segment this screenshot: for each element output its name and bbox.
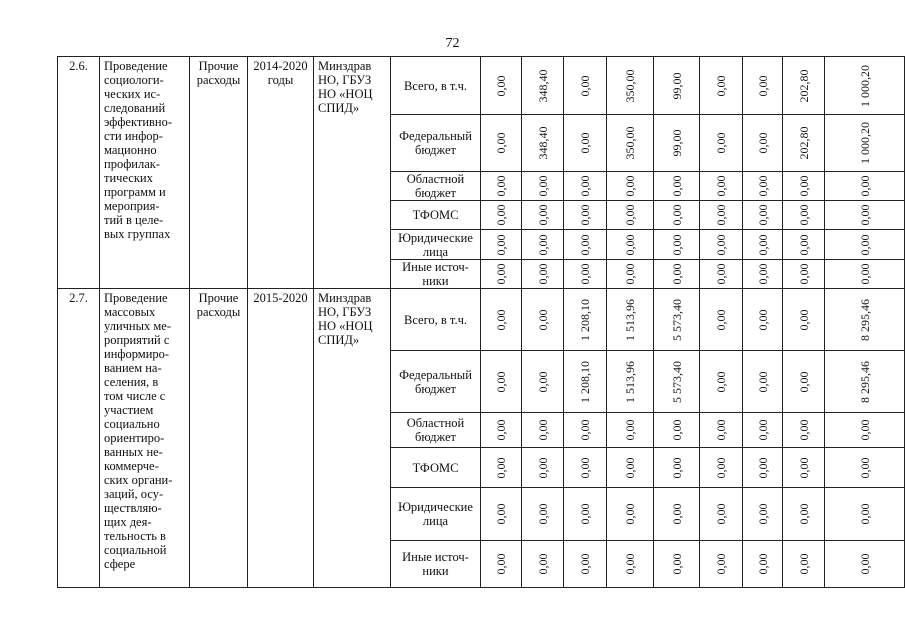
value-text: 0,00 — [578, 503, 592, 525]
value-text: 0,00 — [755, 419, 770, 441]
value-cell — [783, 448, 825, 488]
value-cell — [783, 541, 825, 588]
value-cell — [783, 201, 825, 230]
table-row — [58, 289, 905, 351]
funding-source-label: ТФОМС — [412, 208, 459, 222]
value-cell — [825, 230, 905, 260]
value-text: 0,00 — [755, 457, 770, 478]
value-text: 348,40 — [535, 126, 550, 160]
value-cell — [700, 230, 743, 260]
value-text: 0,00 — [578, 132, 592, 154]
funding-source-label: Всего, в т.ч. — [404, 78, 467, 93]
value-text: 0,00 — [714, 553, 728, 575]
value-text: 1 513,96 — [623, 298, 637, 341]
value-cell — [743, 230, 783, 260]
value-text: 0,00 — [796, 234, 811, 255]
value-text: 0,00 — [623, 204, 637, 226]
value-text: 0,00 — [623, 503, 637, 525]
value-cell — [481, 172, 522, 201]
value-cell — [564, 57, 607, 115]
value-cell — [607, 541, 654, 588]
value-text: 0,00 — [669, 553, 684, 575]
value-text: 0,00 — [494, 309, 508, 330]
value-text: 1 000,20 — [857, 64, 872, 107]
value-cell — [654, 413, 700, 448]
responsible-executor: Минздрав НО, ГБУЗ НО «НОЦ СПИД» — [314, 57, 391, 289]
value-cell — [743, 260, 783, 289]
value-cell — [743, 201, 783, 230]
funding-source — [391, 172, 481, 201]
value-text: 0,00 — [578, 204, 592, 226]
value-text: 5 573,40 — [669, 360, 684, 403]
value-text: 0,00 — [714, 503, 728, 525]
value-cell — [481, 260, 522, 289]
value-text: 0,00 — [796, 503, 811, 525]
implementation-period: 2014-2020 годы — [248, 57, 314, 289]
value-cell — [564, 289, 607, 351]
item-description — [100, 57, 190, 289]
value-text: 0,00 — [755, 371, 770, 392]
value-cell — [654, 351, 700, 413]
funding-source-label: Иные источ- ники — [402, 260, 469, 288]
value-text: 0,00 — [669, 503, 684, 525]
value-cell — [481, 201, 522, 230]
value-cell — [607, 289, 654, 351]
value-cell — [825, 172, 905, 201]
value-text: 350,00 — [623, 126, 637, 160]
value-cell — [564, 413, 607, 448]
value-text: 0,00 — [623, 234, 637, 255]
value-text: 348,40 — [535, 69, 550, 102]
value-cell — [743, 115, 783, 172]
value-text: 0,00 — [669, 234, 684, 255]
value-text: 0,00 — [714, 204, 728, 226]
value-text: 0,00 — [714, 263, 728, 285]
value-text: 99,00 — [669, 129, 684, 157]
value-text: 0,00 — [494, 75, 508, 96]
funding-source-label: Юридические лица — [398, 500, 473, 528]
table-row — [58, 57, 905, 115]
value-text: 1 208,10 — [578, 360, 592, 403]
value-text: 0,00 — [714, 419, 728, 441]
funding-source — [391, 351, 481, 413]
value-cell — [783, 488, 825, 541]
value-text: 0,00 — [755, 503, 770, 525]
item-number: 2.6. — [58, 57, 100, 289]
value-text: 99,00 — [669, 72, 684, 99]
value-cell — [607, 230, 654, 260]
value-cell — [607, 413, 654, 448]
value-text: 0,00 — [857, 234, 872, 255]
funding-table — [57, 56, 905, 588]
value-text: 0,00 — [535, 457, 550, 478]
value-cell — [607, 115, 654, 172]
value-cell — [522, 230, 564, 260]
funding-source — [391, 260, 481, 289]
value-text: 0,00 — [714, 234, 728, 255]
funding-source-label: Областной бюджет — [406, 416, 465, 444]
value-cell — [654, 115, 700, 172]
value-cell — [700, 57, 743, 115]
value-cell — [825, 448, 905, 488]
value-cell — [825, 260, 905, 289]
value-text: 0,00 — [857, 175, 872, 197]
value-cell — [700, 115, 743, 172]
value-cell — [743, 289, 783, 351]
value-cell — [700, 260, 743, 289]
value-text: 0,00 — [755, 132, 770, 154]
value-text: 8 295,46 — [857, 298, 872, 341]
value-text: 0,00 — [494, 457, 508, 478]
value-cell — [481, 541, 522, 588]
value-text: 0,00 — [796, 309, 811, 330]
value-text: 0,00 — [857, 553, 872, 575]
value-text: 0,00 — [669, 419, 684, 441]
value-text: 0,00 — [623, 419, 637, 441]
value-text: 0,00 — [857, 457, 872, 478]
page-number: 72 — [445, 36, 460, 51]
funding-source-label: Иные источ- ники — [402, 550, 469, 578]
value-cell — [522, 172, 564, 201]
value-cell — [522, 413, 564, 448]
value-cell — [522, 488, 564, 541]
value-text: 0,00 — [623, 175, 637, 197]
value-text: 0,00 — [535, 263, 550, 285]
value-cell — [522, 351, 564, 413]
value-cell — [522, 541, 564, 588]
funding-source — [391, 413, 481, 448]
value-cell — [700, 201, 743, 230]
value-text: 0,00 — [714, 457, 728, 478]
value-cell — [481, 115, 522, 172]
value-text: 0,00 — [578, 419, 592, 441]
value-text: 0,00 — [494, 175, 508, 197]
value-cell — [564, 260, 607, 289]
value-cell — [743, 57, 783, 115]
value-cell — [825, 289, 905, 351]
value-text: 5 573,40 — [669, 298, 684, 341]
value-cell — [743, 488, 783, 541]
value-text: 0,00 — [494, 263, 508, 285]
value-cell — [481, 289, 522, 351]
value-cell — [481, 351, 522, 413]
value-text: 0,00 — [578, 457, 592, 478]
value-text: 0,00 — [714, 371, 728, 392]
value-cell — [825, 488, 905, 541]
value-cell — [700, 289, 743, 351]
value-cell — [607, 351, 654, 413]
value-cell — [825, 115, 905, 172]
value-cell — [564, 115, 607, 172]
value-cell — [700, 488, 743, 541]
value-text: 202,80 — [796, 69, 811, 102]
value-text: 0,00 — [857, 204, 872, 226]
value-cell — [783, 57, 825, 115]
value-cell — [700, 448, 743, 488]
value-text: 0,00 — [669, 263, 684, 285]
value-text: 0,00 — [755, 234, 770, 255]
value-text: 0,00 — [714, 132, 728, 154]
item-description-text: Проведение социологи- ческих ис- следований эффективно- сти инфор- мационно профилак- тических программ и мероприя- тий в целе- вых группах — [104, 59, 173, 241]
value-cell — [481, 230, 522, 260]
value-text: 0,00 — [535, 234, 550, 255]
value-text: 0,00 — [494, 234, 508, 255]
funding-source — [391, 488, 481, 541]
funding-source-label: Областной бюджет — [406, 172, 465, 200]
value-cell — [607, 260, 654, 289]
value-text: 0,00 — [857, 419, 872, 441]
value-cell — [700, 413, 743, 448]
responsible-executor: Минздрав НО, ГБУЗ НО «НОЦ СПИД» — [314, 289, 391, 588]
value-text: 0,00 — [796, 175, 811, 197]
value-text: 0,00 — [535, 553, 550, 575]
value-cell — [783, 289, 825, 351]
value-cell — [743, 172, 783, 201]
value-text: 0,00 — [796, 419, 811, 441]
value-cell — [700, 172, 743, 201]
value-text: 0,00 — [494, 553, 508, 575]
value-cell — [564, 172, 607, 201]
value-cell — [522, 115, 564, 172]
funding-source — [391, 230, 481, 260]
value-text: 0,00 — [755, 75, 770, 96]
value-cell — [825, 57, 905, 115]
value-cell — [564, 351, 607, 413]
value-cell — [825, 201, 905, 230]
value-text: 0,00 — [494, 419, 508, 441]
value-cell — [607, 488, 654, 541]
value-text: 0,00 — [857, 263, 872, 285]
value-cell — [522, 260, 564, 289]
value-text: 0,00 — [623, 263, 637, 285]
value-cell — [654, 230, 700, 260]
value-text: 0,00 — [755, 309, 770, 330]
value-cell — [522, 57, 564, 115]
value-text: 0,00 — [796, 204, 811, 226]
value-cell — [481, 488, 522, 541]
value-text: 0,00 — [755, 204, 770, 226]
value-cell — [743, 413, 783, 448]
item-number: 2.7. — [58, 289, 100, 588]
value-text: 1 513,96 — [623, 360, 637, 403]
item-description-text: Проведение массовых уличных ме- роприятий с информиро- ванием на- селения, в том числе с участием социально ориентиро- ванных не- коммерче- ских органи- заций, осу- ществляю- щих дея- тельность в социальной сфере — [104, 291, 173, 571]
value-text: 8 295,46 — [857, 360, 872, 403]
value-text: 0,00 — [578, 234, 592, 255]
expense-category: Прочие расходы — [190, 57, 248, 289]
funding-source — [391, 448, 481, 488]
value-text: 0,00 — [494, 132, 508, 154]
value-cell — [522, 448, 564, 488]
funding-source — [391, 201, 481, 230]
value-text: 0,00 — [535, 371, 550, 392]
value-text: 0,00 — [535, 309, 550, 330]
value-cell — [607, 201, 654, 230]
value-cell — [700, 541, 743, 588]
value-text: 0,00 — [669, 457, 684, 478]
value-cell — [654, 448, 700, 488]
value-text: 0,00 — [535, 175, 550, 197]
value-text: 0,00 — [535, 503, 550, 525]
value-cell — [825, 413, 905, 448]
value-text: 0,00 — [714, 309, 728, 330]
value-cell — [743, 448, 783, 488]
value-text: 0,00 — [494, 503, 508, 525]
value-text: 202,80 — [796, 126, 811, 160]
value-text: 0,00 — [669, 175, 684, 197]
value-text: 0,00 — [535, 204, 550, 226]
value-text: 0,00 — [535, 419, 550, 441]
implementation-period: 2015-2020 — [248, 289, 314, 588]
value-cell — [522, 201, 564, 230]
value-text: 0,00 — [857, 503, 872, 525]
funding-source-label: Юридические лица — [398, 230, 473, 259]
value-text: 0,00 — [796, 553, 811, 575]
value-text: 0,00 — [755, 263, 770, 285]
value-text: 0,00 — [796, 457, 811, 478]
value-cell — [783, 115, 825, 172]
value-text: 0,00 — [578, 263, 592, 285]
value-cell — [607, 57, 654, 115]
value-cell — [743, 351, 783, 413]
value-cell — [481, 57, 522, 115]
value-cell — [522, 289, 564, 351]
value-text: 0,00 — [714, 75, 728, 96]
value-text: 0,00 — [623, 553, 637, 575]
value-cell — [607, 172, 654, 201]
value-text: 1 000,20 — [857, 122, 872, 164]
value-cell — [481, 448, 522, 488]
value-cell — [564, 488, 607, 541]
value-text: 0,00 — [755, 175, 770, 197]
value-text: 0,00 — [578, 175, 592, 197]
funding-source — [391, 115, 481, 172]
value-text: 0,00 — [578, 75, 592, 96]
value-cell — [783, 413, 825, 448]
value-text: 0,00 — [755, 553, 770, 575]
value-cell — [825, 541, 905, 588]
value-text: 1 208,10 — [578, 298, 592, 341]
value-cell — [700, 351, 743, 413]
funding-source-label: Федеральный бюджет — [399, 367, 472, 396]
value-cell — [783, 260, 825, 289]
value-cell — [654, 172, 700, 201]
value-text: 0,00 — [623, 457, 637, 478]
value-text: 0,00 — [494, 204, 508, 226]
funding-source — [391, 541, 481, 588]
value-cell — [564, 201, 607, 230]
funding-source-label: Федеральный бюджет — [399, 129, 472, 157]
value-cell — [783, 230, 825, 260]
value-cell — [825, 351, 905, 413]
value-text: 0,00 — [796, 371, 811, 392]
value-cell — [654, 57, 700, 115]
value-cell — [783, 351, 825, 413]
value-cell — [654, 260, 700, 289]
value-cell — [607, 448, 654, 488]
funding-source-label: ТФОМС — [412, 460, 459, 475]
value-cell — [654, 201, 700, 230]
value-cell — [481, 413, 522, 448]
value-cell — [564, 230, 607, 260]
value-cell — [564, 448, 607, 488]
value-text: 350,00 — [623, 69, 637, 102]
funding-source-label: Всего, в т.ч. — [404, 312, 467, 327]
value-text: 0,00 — [714, 175, 728, 197]
funding-source — [391, 57, 481, 115]
value-cell — [564, 541, 607, 588]
value-cell — [783, 172, 825, 201]
funding-source — [391, 289, 481, 351]
value-text: 0,00 — [494, 371, 508, 392]
value-cell — [654, 541, 700, 588]
value-cell — [654, 289, 700, 351]
expense-category: Прочие расходы — [190, 289, 248, 588]
value-text: 0,00 — [796, 263, 811, 285]
value-text: 0,00 — [669, 204, 684, 226]
value-cell — [654, 488, 700, 541]
value-cell — [743, 541, 783, 588]
value-text: 0,00 — [578, 553, 592, 575]
item-description — [100, 289, 190, 588]
